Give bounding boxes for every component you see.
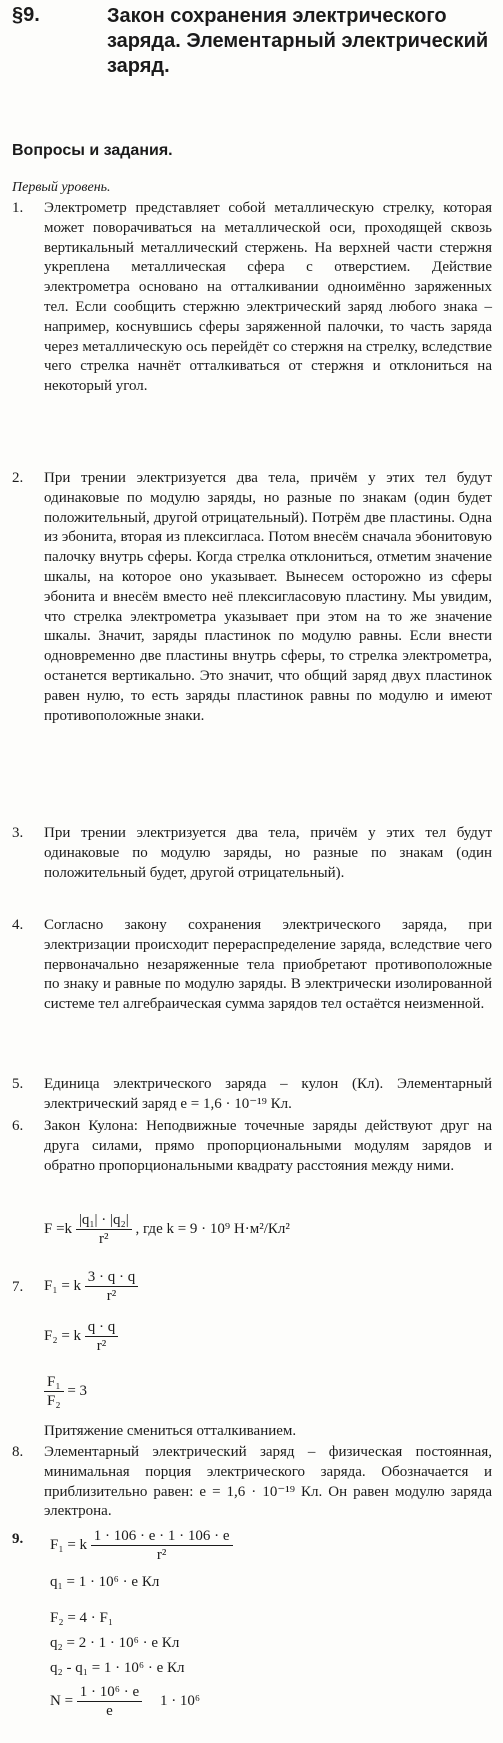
fraction: $\frac{\text{F₁}}{\text{F₂}}$ [44,1373,64,1410]
fraction: $\frac{1 \cdot 106 \cdot e \cdot 1 \cdot 106 \cdot e}{\text{r²}}$ [91,1527,233,1564]
formula-q2: q₂ = 2 · 1 · 10⁶ · e Кл [50,1635,180,1651]
formula-n: N = $\frac{\text{1 · 10⁶ · e}}{e}$ 1 · 10⁶ [50,1684,201,1719]
item-number: 9. [12,1531,24,1547]
coulomb-formula: F =k $\frac{\text{|q₁| · |q₂|}}{\text{r²}}$ , где k = 9 · 10⁹ Н·м²/Кл² [44,1212,290,1247]
item-number: 1. [12,200,24,216]
fraction: $\frac{3 \cdot q \cdot q}{\text{r²}}$ [85,1268,139,1305]
level-label: Первый уровень. [12,180,111,195]
fraction: $\frac{q \cdot q}{\text{r²}}$ [85,1318,119,1355]
list-item [12,1117,492,1176]
item-number: 5. [12,1076,24,1092]
formula-f2: F₂ = k $\frac{q \cdot q}{\text{r²}}$ [44,1318,118,1355]
item-text: Согласно закону сохранения электрического заряда, при электризации происходит перераспределение заряда, вследствие чего первоначально незаряженные тела приобретают противоположные по знаку и равные по модулю заряды. В электрически изолированной системе тел алгебраическая сумма зарядов тел остаётся неизменной. [44,917,492,1013]
item-text: Закон Кулона: Неподвижные точечные заряды действуют друг на друга силами, прямо пропорциональными модулям зарядов и обратно пропорциональными квадрату расстояния между ними. [44,1118,492,1174]
formula-ratio: $\frac{\text{F₁}}{\text{F₂}}$ = 3 [44,1373,87,1410]
formula-f1-problem9: F₁ = k $\frac{1 \cdot 106 \cdot e \cdot 1 \cdot 106 \cdot e}{\text{r²}}$ [50,1527,233,1564]
list-item [12,1443,492,1522]
paragraph-number: §9. [12,4,40,26]
item-text: Электрометр представляет собой металлическую стрелку, которая может поворачиваться на металлической оси, проходящей сквозь вертикальный металлический стержень. На верхней части стержня укреплена металлическая сфера с отверстием. Действие электрометра основано на отталкивании одноимённо заряженных тел. Если сообщить стержню электрический заряд любого знака – например, коснувшись сферы заряженной палочки, то часть заряда через металлическую ось перейдёт со стержня на стрелку, вследствие чего стрелка начнёт отталкиваться от стержня и отклониться на некоторый угол. [44,200,492,395]
item-text: При трении электризуется два тела, причём у этих тел будут одинаковые по модулю заряды, но разные по знакам (один будет положительный, другой отрицательный). Потрём две пластины. Одна из эбонита, вторая из плексигласа. Потом внесём сначала эбонитовую палочку внутрь сферы. Когда стрелка отклониться, отметим значение шкалы, на которое оно указывает. Вынесем осторожно из сферы эбонита и внесём вместо неё плексигласовую пластину. Мы увидим, что стрелка электрометра указывает при этом на то же значение шкалы. Значит, заряды пластинок по модулю равны. Если внести одновременно две пластины внутрь сферы, то стрелка электрометра, останется вертикально. Это значит, что общий заряд двух пластинок равен нулю, то есть заряды пластинок равны по модулю и имеют противоположные знаки. [44,470,492,724]
formula-q1: q₁ = 1 · 10⁶ · e Кл [50,1574,160,1590]
fraction: $\frac{\text{1 · 10⁶ · e}}{e}$ [77,1683,142,1720]
item-text: Элементарный электрический заряд – физическая постоянная, минимальная порция электрического заряда. Обозначается и приблизительно равен: e = 1,6 · 10⁻¹⁹ Кл. Он равен модулю заряда электрона. [44,1444,492,1520]
formula-f1: F₁ = k $\frac{3 \cdot q \cdot q}{\text{r²}}$ [44,1268,138,1305]
formula-conclusion: Притяжение смениться отталкиванием. [44,1423,297,1439]
item-text: При трении электризуется два тела, причём у этих тел будут одинаковые по модулю заряды, но разные по знакам (один положительный будет, другой отрицательный). [44,825,492,881]
list-item [12,469,492,726]
item-number: 7. [12,1279,24,1295]
formula-difference: q₂ - q₁ = 1 · 10⁶ · e Кл [50,1660,185,1676]
item-number: 6. [12,1118,24,1134]
fraction: $\frac{\text{|q₁| · |q₂|}}{\text{r²}}$ [76,1211,132,1248]
paragraph-title: Закон сохранения электрического заряда. Элементарный электрический заряд. [107,5,489,77]
formula-f2-problem9: F₂ = 4 · F₁ [50,1610,114,1626]
list-item [12,824,492,883]
section-title: Вопросы и задания. [12,142,173,159]
list-item [12,916,492,1015]
item-number: 8. [12,1444,24,1460]
item-number: 4. [12,917,24,933]
item-number: 2. [12,470,24,486]
item-number: 3. [12,825,24,841]
list-item [12,199,492,397]
list-item [12,1075,492,1115]
item-text: Единица электрического заряда – кулон (Кл). Элементарный электрический заряд e = 1,6 · 10⁻¹⁹ Кл. [44,1076,492,1112]
